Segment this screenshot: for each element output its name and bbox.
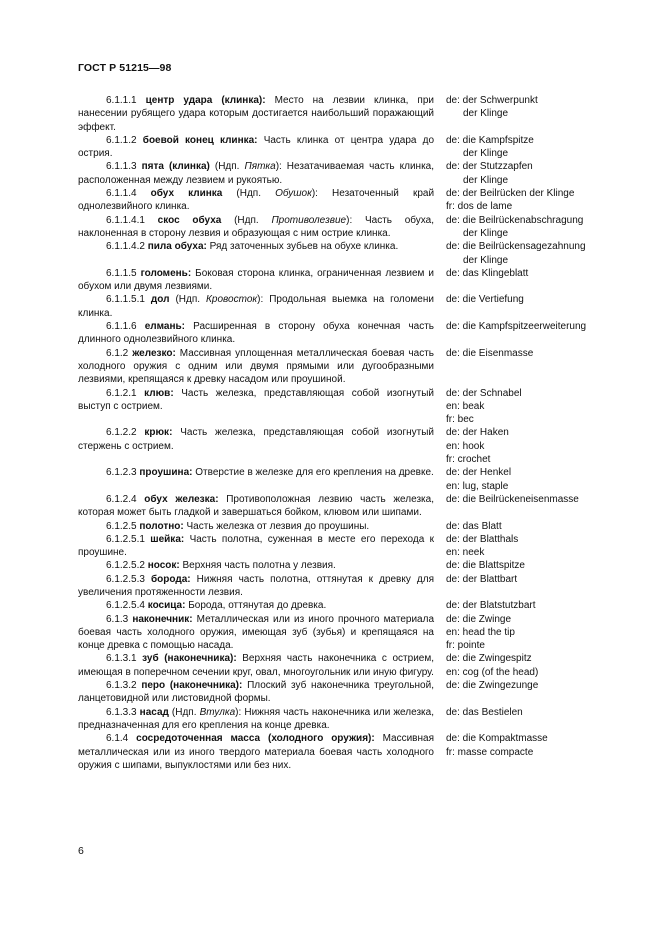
term-entry — [78, 187, 613, 214]
term-entry — [78, 652, 613, 679]
term-entry — [78, 466, 613, 493]
foreign-equivalents — [446, 493, 613, 520]
foreign-equivalent: en: hook — [446, 440, 485, 452]
term-definition — [78, 732, 434, 772]
term-number: 6.1.2 — [106, 347, 129, 359]
foreign-equivalent: de: der Beilrücken der Klinge — [446, 188, 575, 200]
term-entry — [78, 679, 613, 706]
foreign-equivalents — [446, 559, 613, 572]
term-name: борода: — [150, 573, 191, 585]
deprecated-term: Противолезвие — [271, 214, 347, 226]
foreign-equivalent: de: die Vertiefung — [446, 294, 524, 306]
term-entry — [78, 426, 613, 466]
deprecated-term: Втулка — [199, 706, 236, 718]
definition-text: Отверстие в железке для его крепления на древке. — [195, 467, 434, 479]
term-entries-list — [78, 94, 613, 772]
foreign-equivalent: fr: dos de lame — [446, 201, 513, 213]
deprecated-prefix: (Ндп. — [171, 706, 197, 718]
foreign-equivalents — [446, 732, 613, 772]
definition-text: Ряд заточенных зубьев на обухе клинка. — [209, 241, 399, 253]
foreign-equivalents — [446, 573, 613, 600]
term-definition — [78, 679, 434, 706]
definition-text: ): Незаточенный край однолезвийного клинка. — [78, 188, 435, 213]
term-number: 6.1.1.4 — [106, 188, 137, 200]
term-definition — [78, 533, 434, 560]
deprecated-prefix: (Ндп. — [236, 188, 261, 200]
foreign-equivalents — [446, 160, 613, 187]
definition-text: Плоский зуб наконечника треугольной, ланцетовидной или листовидной формы. — [78, 680, 434, 705]
term-entry — [78, 533, 613, 560]
definition-text: Часть полотна, суженная в месте его перехода к проушине. — [78, 533, 434, 559]
deprecated-prefix: (Ндп. — [214, 161, 240, 173]
term-number: 6.1.2.5.3 — [106, 573, 145, 585]
term-definition — [78, 160, 434, 187]
foreign-equivalents — [446, 293, 613, 320]
term-definition — [78, 293, 434, 320]
term-entry — [78, 94, 613, 134]
deprecated-term: Обушок — [275, 188, 312, 200]
term-definition — [78, 493, 434, 520]
term-number: 6.1.1.6 — [106, 321, 137, 333]
foreign-equivalent: der Klinge — [463, 108, 509, 120]
term-number: 6.1.3.3 — [106, 706, 137, 718]
foreign-equivalent: de: der Blattbart — [446, 573, 518, 585]
foreign-equivalent: de: der Schwerpunkt — [446, 95, 538, 106]
term-name: пята (клинка) — [141, 161, 210, 173]
foreign-equivalent: fr: pointe — [446, 640, 485, 652]
foreign-equivalent: de: der Stutzzapfen — [446, 161, 533, 173]
term-number: 6.1.3 — [106, 613, 129, 625]
term-name: скос обуха — [157, 214, 222, 226]
definition-text: Часть железка, представляющая собой изогнутый выступ с острием. — [78, 387, 434, 412]
foreign-equivalents — [446, 652, 613, 679]
foreign-equivalents — [446, 214, 613, 241]
term-name: пила обуха: — [147, 241, 207, 253]
deprecated-term: Пятка — [244, 161, 276, 173]
term-definition — [78, 347, 434, 387]
definition-text: Массивная металлическая или из иного твердого материала боевая часть холодного оружия с шипами, выпуклостями или без них. — [78, 733, 434, 771]
term-name: зуб (наконечника): — [142, 653, 237, 665]
foreign-equivalent: fr: masse compacte — [446, 746, 534, 758]
foreign-equivalent: de: die Eisenmasse — [446, 347, 534, 359]
term-entry — [78, 573, 613, 600]
term-entry — [78, 493, 613, 520]
definition-text: Часть железка от лезвия до проушины. — [186, 520, 370, 532]
term-name: железко: — [132, 347, 176, 359]
term-number: 6.1.2.5.2 — [106, 560, 145, 572]
term-name: шейка: — [150, 533, 185, 545]
definition-text: Противоположная лезвию часть железка, которая может быть гладкой и завершаться бойком, клювом или шипами. — [78, 493, 434, 519]
foreign-equivalent: de: die Kompaktmasse — [446, 733, 548, 745]
term-definition — [78, 387, 434, 427]
term-name: елмань: — [144, 321, 185, 333]
term-number: 6.1.2.2 — [106, 427, 137, 439]
term-entry — [78, 160, 613, 187]
deprecated-term: Кровосток — [206, 294, 258, 306]
definition-text: ): Продольная выемка на голомени клинка. — [78, 294, 434, 319]
term-entry — [78, 520, 613, 533]
term-entry — [78, 240, 613, 267]
foreign-equivalent: der Klinge — [463, 148, 509, 160]
term-name: голомень: — [140, 267, 192, 279]
foreign-equivalents — [446, 613, 613, 653]
definition-text: Металлическая или из иного прочного материала боевая часть холодного оружия, имеющая зуб (зубья) и крепящаяся на конце древка с помощью насада. — [78, 613, 435, 652]
term-number: 6.1.2.5.4 — [106, 600, 145, 612]
term-number: 6.1.1.1 — [106, 95, 137, 106]
definition-text: Нижняя часть полотна, оттянутая к древку для увеличения протяженности лезвия. — [78, 573, 435, 598]
term-number: 6.1.2.5.1 — [106, 533, 145, 545]
foreign-equivalents — [446, 387, 613, 427]
term-name: центр удара (клинка): — [145, 95, 266, 106]
foreign-equivalents — [446, 533, 613, 560]
foreign-equivalent: en: lug, staple — [446, 480, 509, 492]
definition-text: Верхняя часть полотна у лезвия. — [182, 560, 336, 572]
foreign-equivalent: de: die Zwinge — [446, 613, 512, 625]
term-definition — [78, 267, 434, 294]
definition-text: ): Незатачиваемая часть клинка, расположенная между лезвием и рукоятью. — [78, 161, 435, 186]
term-name: крюк: — [144, 427, 173, 439]
foreign-equivalents — [446, 134, 613, 161]
term-name: полотно: — [139, 520, 184, 532]
term-number: 6.1.1.5.1 — [106, 294, 145, 306]
deprecated-prefix: (Ндп. — [234, 214, 259, 226]
definition-text: Боковая сторона клинка, ограниченная лезвием и обухом или двумя лезвиями. — [78, 267, 435, 293]
term-name: носок: — [147, 560, 180, 572]
term-name: клюв: — [144, 387, 174, 399]
term-name: дол — [150, 294, 170, 306]
foreign-equivalent: de: die Zwingespitz — [446, 653, 532, 665]
foreign-equivalents — [446, 679, 613, 706]
foreign-equivalents — [446, 426, 613, 466]
term-number: 6.1.4 — [106, 733, 129, 745]
foreign-equivalents — [446, 94, 613, 134]
term-number: 6.1.3.1 — [106, 653, 137, 665]
foreign-equivalent: der Klinge — [463, 254, 509, 266]
definition-text: Часть железка, представляющая собой изогнутый стержень с острием. — [78, 427, 434, 452]
term-entry — [78, 134, 613, 161]
foreign-equivalent: en: beak — [446, 400, 485, 412]
term-entry — [78, 732, 613, 772]
term-entry — [78, 706, 613, 733]
foreign-equivalent: fr: crochet — [446, 454, 491, 466]
term-definition — [78, 320, 434, 347]
definition-text: Борода, оттянутая до древка. — [188, 600, 327, 612]
term-definition — [78, 466, 434, 493]
term-name: насад — [139, 706, 169, 718]
term-definition — [78, 187, 434, 214]
term-entry — [78, 214, 613, 241]
term-name: проушина: — [139, 467, 193, 479]
foreign-equivalent: en: head the tip — [446, 626, 515, 638]
term-number: 6.1.1.4.1 — [106, 214, 145, 226]
foreign-equivalent: de: die Beilrückenabschragung — [446, 214, 584, 226]
term-definition — [78, 94, 434, 134]
term-definition — [78, 520, 434, 533]
term-definition — [78, 134, 434, 161]
foreign-equivalents — [446, 599, 613, 612]
foreign-equivalent: de: das Bestielen — [446, 706, 523, 718]
foreign-equivalent: der Klinge — [463, 174, 509, 186]
foreign-equivalent: de: der Schnabel — [446, 387, 522, 399]
foreign-equivalent: de: das Blatt — [446, 520, 502, 532]
foreign-equivalents — [446, 240, 613, 267]
term-entry — [78, 293, 613, 320]
term-entry — [78, 599, 613, 612]
term-definition — [78, 559, 434, 572]
term-definition — [78, 573, 434, 600]
foreign-equivalent: de: der Henkel — [446, 467, 512, 479]
definition-text: Верхняя часть наконечника с острием, имеющая в поперечном сечении круг, овал, многоугольник или иную фигуру. — [78, 653, 434, 678]
foreign-equivalent: en: cog (of the head) — [446, 666, 539, 678]
foreign-equivalent: en: neek — [446, 547, 485, 559]
term-definition — [78, 240, 434, 267]
term-name: обух клинка — [150, 188, 223, 200]
foreign-equivalent: der Klinge — [463, 227, 509, 239]
foreign-equivalents — [446, 706, 613, 733]
foreign-equivalents — [446, 347, 613, 387]
term-number: 6.1.1.4.2 — [106, 241, 145, 253]
term-number: 6.1.2.1 — [106, 387, 137, 399]
foreign-equivalent: de: die Kampfspitze — [446, 134, 534, 146]
foreign-equivalents — [446, 187, 613, 214]
definition-text: Массивная уплощенная металлическая боевая часть холодного оружия с одним или двумя прямыми или дугообразными лезвиями, крепящаяся к древку насадом или проушиной. — [78, 347, 434, 386]
term-entry — [78, 559, 613, 572]
deprecated-prefix: (Ндп. — [175, 294, 201, 306]
definition-text: ): Часть обуха, наклоненная в сторону лезвия и образующая с ним острие клинка. — [78, 214, 435, 239]
foreign-equivalent: de: die Zwingezunge — [446, 680, 539, 692]
term-entry — [78, 347, 613, 387]
term-number: 6.1.1.2 — [106, 134, 137, 146]
term-name: боевой конец клинка: — [142, 134, 258, 146]
term-entry — [78, 613, 613, 653]
term-name: обух железка: — [144, 493, 219, 505]
term-number: 6.1.2.3 — [106, 467, 137, 479]
foreign-equivalent: de: die Kampfspitzeerweiterung — [446, 321, 587, 333]
foreign-equivalents — [446, 466, 613, 493]
term-definition — [78, 214, 434, 241]
term-number: 6.1.3.2 — [106, 680, 137, 692]
term-name: сосредоточенная масса (холодного оружия): — [136, 733, 375, 745]
term-entry — [78, 387, 613, 427]
foreign-equivalent: de: der Blatstutzbart — [446, 600, 536, 612]
foreign-equivalent: de: der Blatthals — [446, 533, 519, 545]
definition-text: Часть клинка от центра удара до острия. — [78, 134, 435, 160]
term-definition — [78, 613, 434, 653]
foreign-equivalents — [446, 267, 613, 294]
definition-text: ): Нижняя часть наконечника или железка, предназначенная для его крепления на конце древка. — [78, 706, 434, 731]
foreign-equivalents — [446, 520, 613, 533]
foreign-equivalent: de: der Haken — [446, 427, 509, 439]
page-number: 6 — [78, 845, 84, 857]
term-number: 6.1.2.5 — [106, 520, 137, 532]
term-definition — [78, 599, 434, 612]
term-name: перо (наконечника): — [141, 680, 243, 692]
foreign-equivalents — [446, 320, 613, 347]
term-name: косица: — [147, 600, 186, 612]
foreign-equivalent: de: die Blattspitze — [446, 560, 525, 572]
term-entry — [78, 267, 613, 294]
term-number: 6.1.1.3 — [106, 161, 137, 173]
term-entry — [78, 320, 613, 347]
definition-text: Место на лезвии клинка, при нанесении рубящего удара которым достигается наибольший поражающий эффект. — [78, 95, 434, 133]
definition-text: Расширенная в сторону обуха конечная часть длинного однолезвийного клинка. — [78, 321, 435, 346]
term-definition — [78, 652, 434, 679]
foreign-equivalent: de: die Beilrückensagezahnung — [446, 241, 586, 253]
term-name: наконечник: — [132, 613, 193, 625]
foreign-equivalent: de: die Beilrückeneisenmasse — [446, 493, 579, 505]
term-number: 6.1.2.4 — [106, 493, 137, 505]
document-header: ГОСТ Р 51215—98 — [78, 62, 172, 74]
foreign-equivalent: de: das Klingeblatt — [446, 267, 529, 279]
term-number: 6.1.1.5 — [106, 267, 137, 279]
term-definition — [78, 426, 434, 466]
foreign-equivalent: fr: bec — [446, 414, 474, 426]
term-definition — [78, 706, 434, 733]
